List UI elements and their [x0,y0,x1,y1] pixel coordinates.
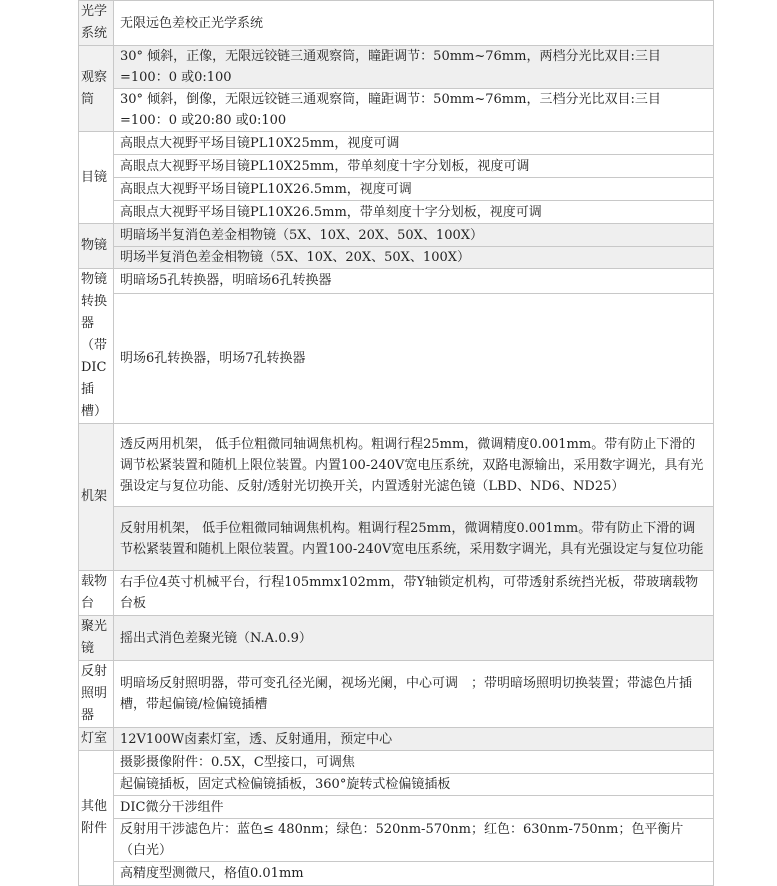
category-stage: 载物台 [79,571,114,616]
category-nosepiece-label: 物镜转换器（带DIC插槽） [81,272,108,419]
spec-value: DIC微分干涉组件 [114,796,714,819]
category-frame: 机架 [79,424,114,571]
spec-value: 明暗场5孔转换器，明暗场6孔转换器 [114,269,714,294]
spec-value: 高眼点大视野平场目镜PL10X25mm，视度可调 [114,132,714,155]
spec-value: 高眼点大视野平场目镜PL10X26.5mm，带单刻度十字分划板，视度可调 [114,201,714,224]
category-viewing-tube: 观察筒 [79,46,114,132]
spec-value: 摇出式消色差聚光镜（N.A.0.9） [114,616,714,661]
spec-table [78,0,714,886]
category-nosepiece [79,269,114,424]
spec-value: 明暗场半复消色差金相物镜（5X、10X、20X、50X、100X） [114,224,714,247]
category-lamp-house: 灯室 [79,728,114,751]
spec-value: 高精度型测微尺，格值0.01mm [114,862,714,886]
category-condenser: 聚光镜 [79,616,114,661]
category-reflected-illuminator: 反射照明器 [79,661,114,728]
spec-value: 30° 倾斜，倒像，无限远铰链三通观察筒，瞳距调节：50mm~76mm，三档分光比双目:三目=100：0 或20:80 或0:100 [114,89,714,132]
spec-value: 起偏镜插板，固定式检偏镜插板，360°旋转式检偏镜插板 [114,774,714,796]
spec-value: 30° 倾斜，正像，无限远铰链三通观察筒，瞳距调节：50mm~76mm，两档分光比双目:三目=100：0 或0:100 [114,46,714,89]
category-optical-system: 光学系统 [79,1,114,46]
category-objective: 物镜 [79,224,114,269]
spec-value: 高眼点大视野平场目镜PL10X26.5mm，视度可调 [114,178,714,201]
spec-value: 12V100W卤素灯室，透、反射通用，预定中心 [114,728,714,751]
spec-value: 高眼点大视野平场目镜PL10X25mm，带单刻度十字分划板，视度可调 [114,155,714,178]
spec-value: 右手位4英寸机械平台，行程105mmx102mm，带Y轴锁定机构，可带透射系统挡光板，带玻璃载物台板 [114,571,714,616]
spec-value: 明场6孔转换器，明场7孔转换器 [114,293,714,423]
category-eyepiece: 目镜 [79,132,114,224]
category-accessories: 其他附件 [79,751,114,886]
spec-value: 反射用干涉滤色片：蓝色≤ 480nm；绿色：520nm-570nm；红色：630nm-750nm；色平衡片（白光） [114,819,714,862]
spec-value: 明场半复消色差金相物镜（5X、10X、20X、50X、100X） [114,247,714,269]
spec-value: 反射用机架， 低手位粗微同轴调焦机构。粗调行程25mm，微调精度0.001mm。带有防止下滑的调节松紧装置和随机上限位装置。内置100-240V宽电压系统，采用数字调光，具有光强设定与复位功能 [114,507,714,571]
spec-value: 明暗场反射照明器，带可变孔径光阑，视场光阑，中心可调 ；带明暗场照明切换装置；带滤色片插槽，带起偏镜/检偏镜插槽 [114,661,714,728]
spec-value: 无限远色差校正光学系统 [114,1,714,46]
spec-value: 透反两用机架， 低手位粗微同轴调焦机构。粗调行程25mm，微调精度0.001mm。带有防止下滑的调节松紧装置和随机上限位装置。内置100-240V宽电压系统，双路电源输出，采用数字调光，具有光强设定与复位功能、反射/透射光切换开关，内置透射光滤色镜（LBD、ND6、ND25） [114,424,714,507]
spec-value: 摄影摄像附件：0.5X，C型接口，可调焦 [114,751,714,774]
